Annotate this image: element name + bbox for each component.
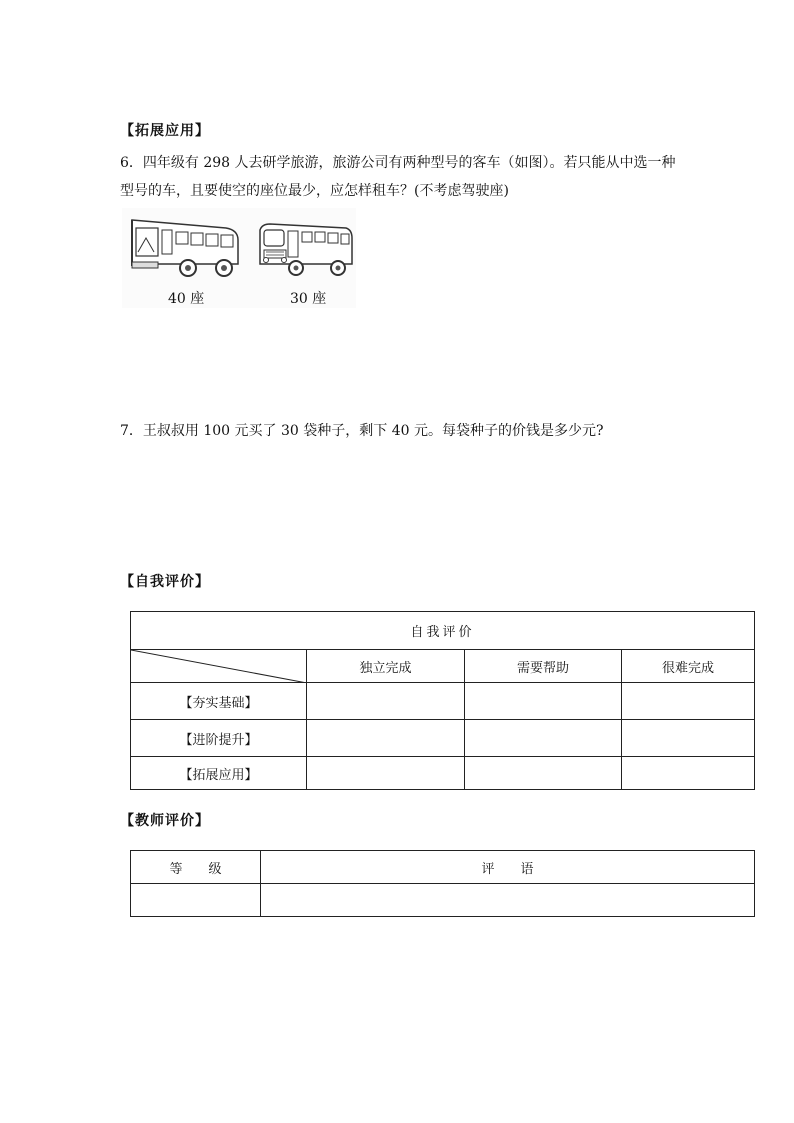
section-title-teacher-eval: 【教师评价】 [120,813,210,829]
teacher-eval-table [130,850,755,917]
row-label-advanced: 【进阶提升】 [131,720,307,757]
bus-40-seat-image [126,214,242,280]
question-6-line2: 型号的车，且要使空的座位最少，应怎样租车？(不考虑驾驶座) [120,183,509,199]
comment-header: 评 语 [261,851,755,884]
grade-header: 等 级 [131,851,261,884]
table-cell[interactable] [307,757,465,790]
table-cell[interactable] [307,720,465,757]
column-header-independent: 独立完成 [307,650,465,683]
row-label-extension: 【拓展应用】 [131,757,307,790]
bus-40-seat-label: 40 座 [168,291,205,307]
section-title-extension: 【拓展应用】 [120,123,210,139]
column-header-hard: 很难完成 [622,650,755,683]
table-cell[interactable] [465,683,622,720]
diagonal-line [131,650,307,683]
comment-cell[interactable] [261,884,755,917]
self-eval-table-title: 自我评价 [131,612,755,650]
self-eval-table [130,611,755,790]
bus-30-seat-label: 30 座 [290,291,327,307]
column-header-need-help: 需要帮助 [465,650,622,683]
table-cell[interactable] [465,757,622,790]
bus-30-seat-image [252,220,354,278]
table-cell[interactable] [622,683,755,720]
table-cell[interactable] [622,720,755,757]
row-label-basic: 【夯实基础】 [131,683,307,720]
table-cell[interactable] [465,720,622,757]
question-6-line1: 6．四年级有 298 人去研学旅游，旅游公司有两种型号的客车（如图）。若只能从中选一种 [120,155,676,171]
section-title-self-eval: 【自我评价】 [120,574,210,590]
table-cell[interactable] [307,683,465,720]
question-7-line: 7．王叔叔用 100 元买了 30 袋种子，剩下 40 元。每袋种子的价钱是多少元? [120,423,604,439]
diagonal-header-cell [131,650,307,683]
bus-illustration [122,208,356,308]
grade-cell[interactable] [131,884,261,917]
table-cell[interactable] [622,757,755,790]
